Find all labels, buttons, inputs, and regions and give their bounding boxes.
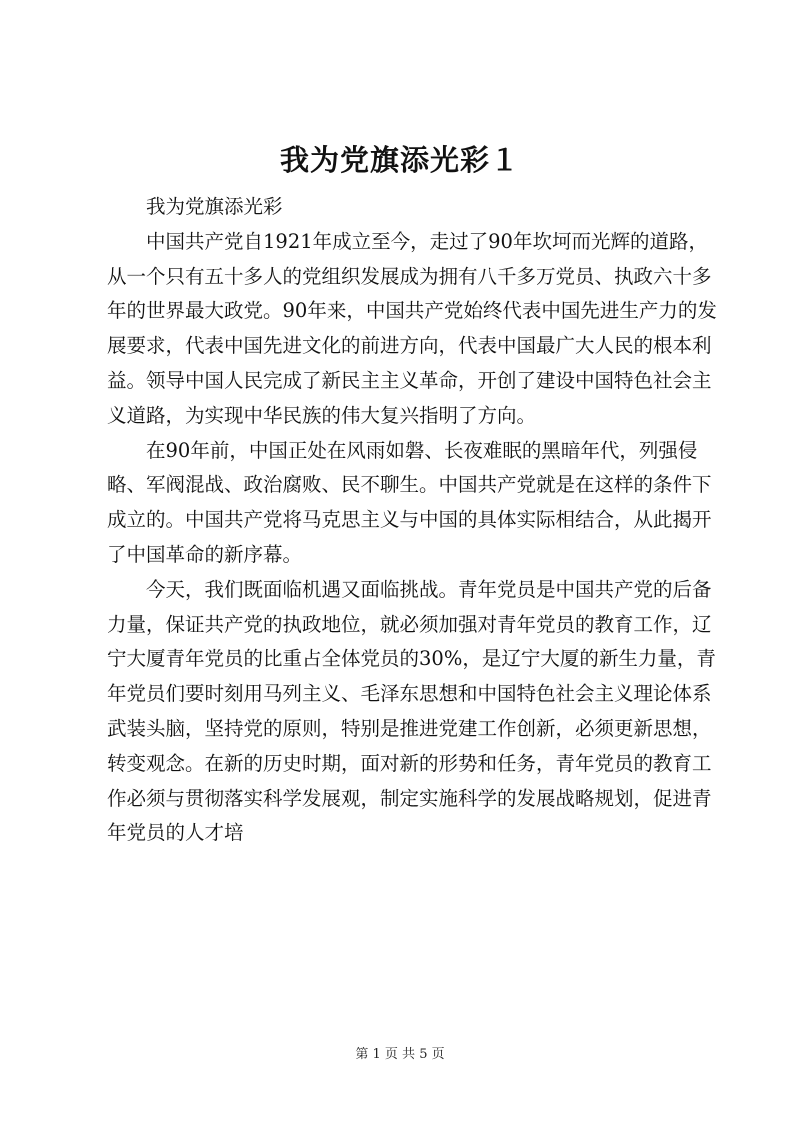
document-body	[107, 190, 719, 851]
body-paragraph: 在90年前，中国正处在风雨如磐、长夜难眠的黑暗年代，列强侵略、军阀混战、政治腐败、民不聊生。中国共产党就是在这样的条件下成立的。中国共产党将马克思主义与中国的具体实际相结合，从此揭开了中国革命的新序幕。	[107, 438, 712, 566]
document-title: 我为党旗添光彩１	[279, 143, 520, 177]
body-paragraph: 今天，我们既面临机遇又面临挑战。青年党员是中国共产党的后备力量，保证共产党的执政地位，就必须加强对青年党员的教育工作，辽宁大厦青年党员的比重占全体党员的30%，是辽宁大厦的新生力量，青年党员们要时刻用马列主义、毛泽东思想和中国特色社会主义理论体系武装头脑，坚持党的原则，特别是推进党建工作创新，必须更新思想，转变观念。在新的历史时期，面对新的形势和任务，青年党员的教育工作必须与贯彻落实科学发展观，制定实施科学的发展战略规划，促进青年党员的人才培	[107, 577, 716, 845]
page-footer: 第 1 页 共 5 页	[355, 1047, 445, 1062]
subtitle-paragraph: 我为党旗添光彩	[146, 195, 283, 218]
body-paragraph: 中国共产党自1921年成立至今，走过了90年坎坷而光辉的道路，从一个只有五十多人的党组织发展成为拥有八千多万党员、执政六十多年的世界最大政党。90年来，中国共产党始终代表中国先进生产力的发展要求，代表中国先进文化的前进方向，代表中国最广大人民的根本利益。领导中国人民完成了新民主主义革命，开创了建设中国特色社会主义道路，为实现中华民族的伟大复兴指明了方向。	[107, 229, 717, 427]
